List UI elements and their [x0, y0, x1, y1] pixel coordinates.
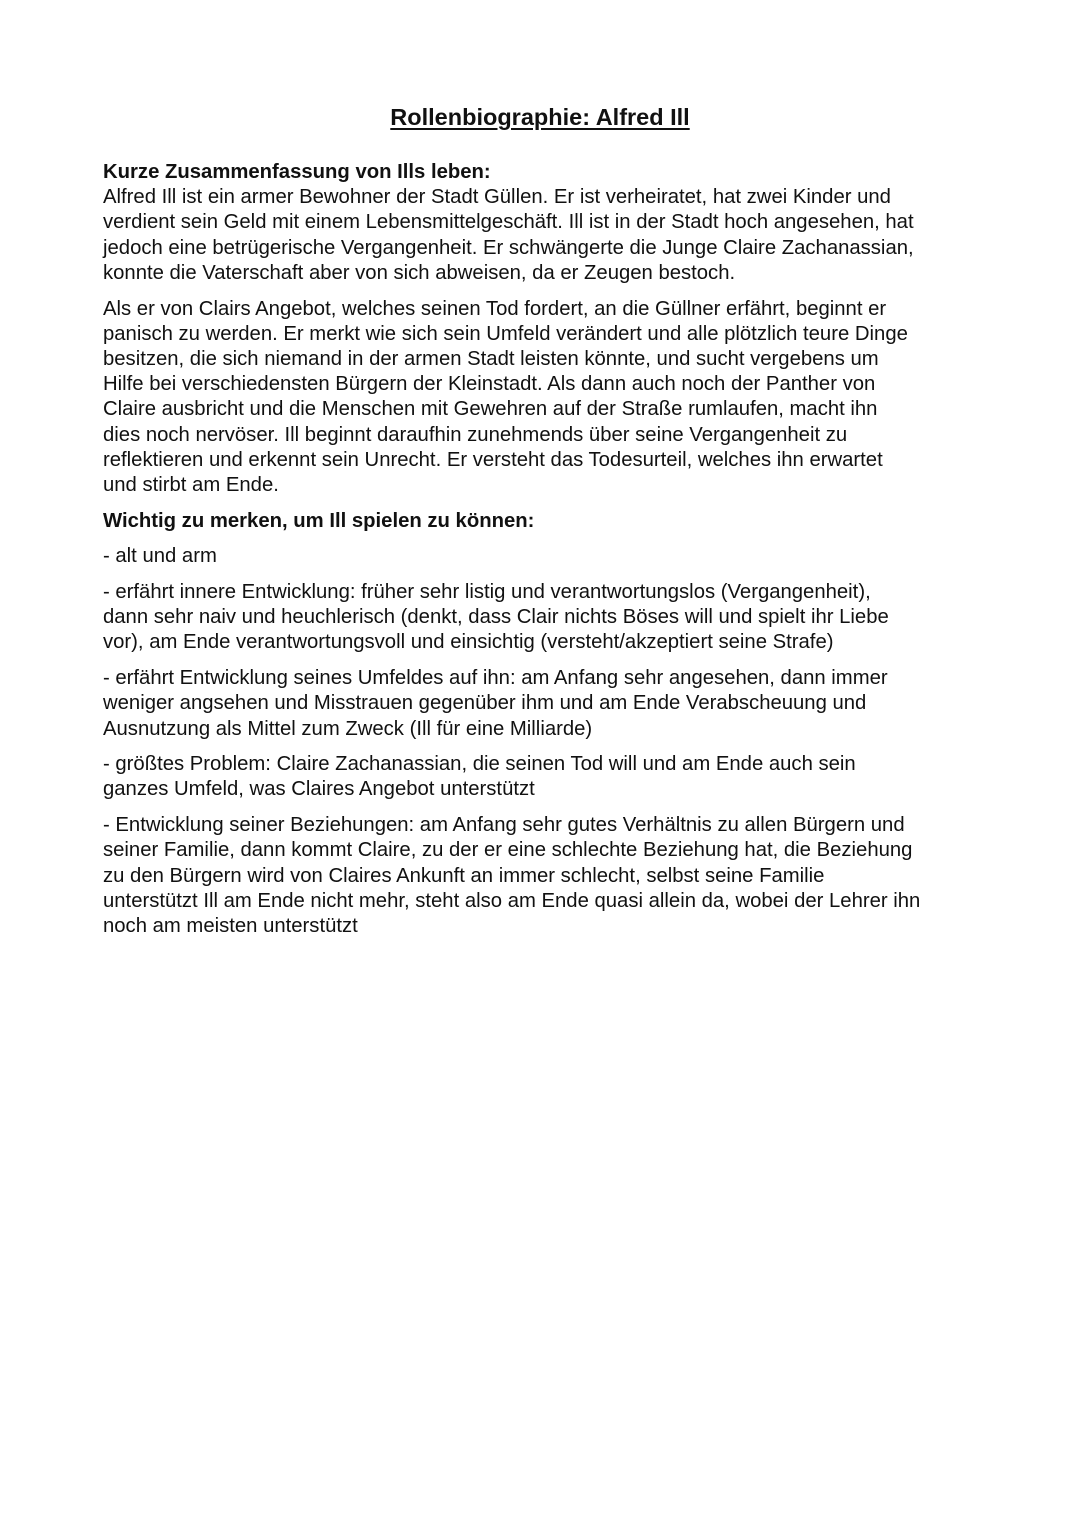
text-line: dann sehr naiv und heuchlerisch (denkt, dass Clair nichts Böses will und spielt ihr Liebe: [103, 606, 889, 629]
summary-paragraph-2: [103, 297, 983, 499]
text-line: - erfährt Entwicklung seines Umfeldes auf ihn: am Anfang sehr angesehen, dann immer: [103, 667, 888, 690]
text-line: unterstützt Ill am Ende nicht mehr, steht also am Ende quasi allein da, wobei der Lehrer ihn: [103, 889, 921, 912]
text-line: weniger angsehen und Misstrauen gegenüber ihm und am Ende Verabscheuung und: [103, 692, 867, 715]
text-line: vor), am Ende verantwortungsvoll und einsichtig (versteht/akzeptiert seine Strafe): [103, 631, 834, 654]
note-item: [103, 544, 983, 569]
document-content: [103, 160, 983, 950]
text-line: - größtes Problem: Claire Zachanassian, die seinen Tod will und am Ende auch sein: [103, 753, 856, 776]
text-line: und stirbt am Ende.: [103, 473, 279, 496]
text-line: dies noch nervöser. Ill beginnt daraufhin zunehmends über seine Vergangenheit zu: [103, 423, 848, 446]
text-line: reflektieren und erkennt sein Unrecht. Er versteht das Todesurteil, welches ihn erwartet: [103, 448, 883, 471]
text-line: panisch zu werden. Er merkt wie sich sein Umfeld verändert und alle plötzlich teure Dinge: [103, 322, 908, 345]
text-line: zu den Bürgern wird von Claires Ankunft an immer schlecht, selbst seine Familie: [103, 864, 825, 887]
text-line: besitzen, die sich niemand in der armen Stadt leisten könnte, und sucht vergebens um: [103, 347, 879, 370]
text-line: seiner Familie, dann kommt Claire, zu der er eine schlechte Beziehung hat, die Beziehung: [103, 839, 913, 862]
note-item: [103, 580, 983, 656]
text-line: Hilfe bei verschiedensten Bürgern der Kleinstadt. Als dann auch noch der Panther von: [103, 373, 876, 396]
text-line: ganzes Umfeld, was Claires Angebot unterstützt: [103, 778, 535, 801]
notes-heading: Wichtig zu merken, um Ill spielen zu können:: [103, 509, 535, 532]
summary-paragraph-1: [103, 185, 983, 286]
text-line: Als er von Clairs Angebot, welches seinen Tod fordert, an die Güllner erfährt, beginnt er: [103, 297, 887, 320]
document-title: Rollenbiographie: Alfred Ill: [390, 104, 690, 130]
text-line: - alt und arm: [103, 545, 217, 568]
text-line: konnte die Vaterschaft aber von sich abweisen, da er Zeugen bestoch.: [103, 261, 736, 284]
note-item: [103, 813, 983, 939]
text-line: - erfährt innere Entwicklung: früher sehr listig und verantwortungslos (Vergangenheit),: [103, 581, 871, 604]
text-line: - Entwicklung seiner Beziehungen: am Anfang sehr gutes Verhältnis zu allen Bürgern und: [103, 814, 905, 837]
text-line: Claire ausbricht und die Menschen mit Gewehren auf der Straße rumlaufen, macht ihn: [103, 398, 878, 421]
text-line: Alfred Ill ist ein armer Bewohner der Stadt Güllen. Er ist verheiratet, hat zwei Kinder und: [103, 186, 891, 209]
note-item: [103, 666, 983, 742]
text-line: noch am meisten unterstützt: [103, 914, 358, 937]
note-item: [103, 752, 983, 802]
text-line: jedoch eine betrügerische Vergangenheit. Er schwängerte die Junge Claire Zachanassian,: [103, 236, 914, 259]
text-line: verdient sein Geld mit einem Lebensmittelgeschäft. Ill ist in der Stadt hoch angesehen, hat: [103, 211, 914, 234]
text-line: Ausnutzung als Mittel zum Zweck (Ill für eine Milliarde): [103, 717, 593, 740]
summary-heading: Kurze Zusammenfassung von Ills leben:: [103, 161, 491, 183]
